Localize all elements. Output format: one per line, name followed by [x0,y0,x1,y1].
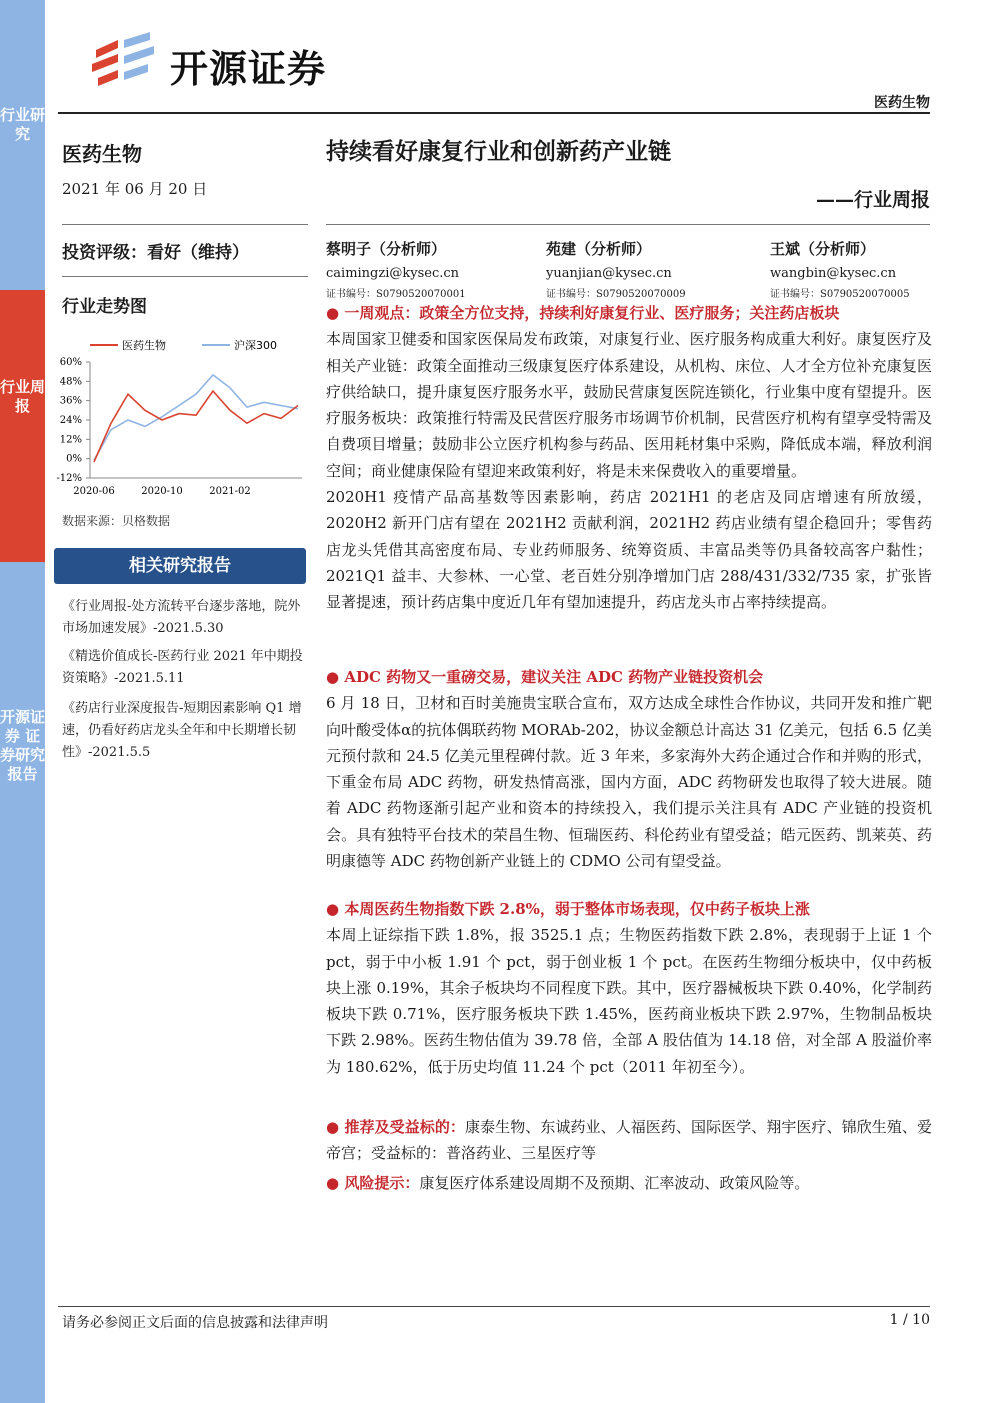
series-line-pharma [94,391,298,462]
analyst-cert: 证书编号：S0790520070005 [770,289,910,300]
y-tick-label: 24% [59,415,82,426]
section-adc [326,664,932,874]
bullet-icon: ● [326,304,345,322]
section-market [326,896,932,1080]
section-heading-text: 推荐及受益标的： [344,1118,465,1136]
legend-label: 沪深300 [234,339,277,352]
data-source: 数据来源：贝格数据 [62,514,171,528]
trend-chart-title: 行业走势图 [62,297,147,317]
analyst-name: 蔡明子（分析师） [326,240,447,258]
side-bar-bottom [0,562,45,1403]
y-tick-label: 48% [59,376,82,388]
recommendation-text: 康泰生物、东诚药业、人福医药、国际医学、翔宇医疗、锦欣生殖、爱帝宫；受益标的：普洛药业、三星医疗等 [326,1118,932,1163]
analyst-card [326,238,526,300]
related-report-link[interactable]: 《药店行业深度报告-短期因素影响 Q1 增速，仍看好药店龙头全年和中长期增长韧性》-2021.5.5 [62,701,302,760]
analyst-name: 苑建（分析师） [546,240,652,258]
analyst-card [770,238,970,300]
side-bar-middle [0,290,45,562]
x-tick-label: 2020-06 [73,486,115,497]
side-bar-top [0,0,45,290]
y-tick-label: -12% [56,473,82,484]
bullet-icon: ● [326,1174,345,1192]
paragraph: 6 月 18 日，卫材和百时美施贵宝联合宣布，双方达成全球性合作协议，共同开发和推广靶向叶酸受体α的抗体偶联药物 MORAb-202，协议金额总计高达 31 亿美元，包括 6.5 亿美元预付款和 24.5 亿美元里程碑付款。近 3 年来，多家海外大药企通过合作和并购的形式，下重金布局 ADC 药物，研发热情高涨，国内方面，ADC 药物研发也取得了较大进展。随着 ADC 药物逐渐引起产业和资本的持续投入，我们提示关注具有 ADC 产业链的投资机会。具有独特平台技术的荣昌生物、恒瑞医药、科伦药业有望受益；皓元医药、凯莱英、药明康德等 ADC 药物创新产业链上的 CDMO 公司有望受益。 [326,694,932,871]
side-label-brand-report: 开源证券 证券研究报告 [0,708,46,783]
section-heading [326,300,932,326]
side-label-weekly: 行业周报 [0,378,46,415]
left-divider [62,224,308,225]
analyst-card [546,238,746,300]
paragraph: 本周国家卫健委和国家医保局发布政策，对康复行业、医疗服务构成重大利好。康复医疗及相关产业链：政策全面推动三级康复医疗体系建设，从机构、床位、人才全方位补充康复医疗供给缺口，提升康复医疗服务水平，鼓励民营康复医院连锁化，行业集中度有望提升。医疗服务板块：政策推行特需及民营医疗服务市场调节价机制，民营医疗机构有望享受特需及自费项目增量；鼓励非公立医疗机构参与药品、医用耗材集中采购，降低成本端，释放利润空间；商业健康保险有望迎来政策利好，将是未来保费收入的重要增量。 [326,330,932,480]
legend-label: 医药生物 [122,339,166,352]
analyst-email[interactable]: yuanjian@kysec.cn [546,266,672,281]
paragraph: 本周上证综指下跌 1.8%，报 3525.1 点；生物医药指数下跌 2.8%，表现弱于上证 1 个 pct，弱于中小板 1.91 个 pct，弱于创业板 1 个 pct。在医药生物细分板块中，仅中药板块上涨 0.19%，其余子板块均不同程度下跌。其中，医疗器械板块下跌 0.40%，化学制药板块下跌 0.71%，医疗服务板块下跌 1.45%，医药商业板块下跌 2.97%，生物制品板块下跌 2.98%。医药生物估值为 39.78 倍，全部 A 股估值为 14.18 倍，对全部 A 股溢价率为 180.62%，低于历史均值 11.24 个 pct（2011 年初至今）。 [326,926,932,1076]
bullet-icon: ● [326,668,345,686]
y-tick-label: 60% [59,357,82,368]
x-tick-label: 2021-02 [209,486,251,497]
y-tick-label: 12% [59,434,82,446]
paragraph: 2020H1 疫情产品高基数等因素影响，药店 2021H1 的老店及同店增速有所放缓，2020H2 新开门店有望在 2021H2 贡献利润，2021H2 药店业绩有望企稳回升；零售药店龙头凭借其高密度布局、专业药师服务、统筹资质、丰富品类等仍具备较高客户黏性；2021Q1 益丰、大参林、一心堂、老百姓分别净增加门店 288/431/332/735 家，扩张皆显著提速，预计药店集中度近几年有望加速提升，药店龙头市占率持续提高。 [326,488,932,612]
report-title: 持续看好康复行业和创新药产业链 [326,138,671,165]
section-heading-text: 一周观点：政策全方位支持，持续利好康复行业、医疗服务；关注药店板块 [344,304,840,322]
investment-rating: 投资评级：看好（维持） [62,243,249,263]
y-tick-label: 36% [59,395,82,407]
analyst-name: 王斌（分析师） [770,240,876,258]
brand-logo-icon [88,30,158,90]
risk-text: 康复医疗体系建设周期不及预期、汇率波动、政策风险等。 [419,1174,810,1192]
analyst-email[interactable]: caimingzi@kysec.cn [326,266,460,281]
header-divider [58,112,930,114]
paragraph [326,1114,932,1167]
header-sector-tag: 医药生物 [874,95,930,111]
y-tick-label: 0% [66,453,82,465]
section-weekly-view [326,300,932,616]
related-report-link[interactable]: 《行业周报-处方流转平台逐步落地，院外市场加速发展》-2021.5.30 [62,599,301,636]
section-heading-text: ADC 药物又一重磅交易，建议关注 ADC 药物产业链投资机会 [344,668,764,686]
report-subtitle: ——行业周报 [815,189,930,211]
analyst-cert: 证书编号：S0790520070001 [326,289,466,300]
bullet-icon: ● [326,1118,345,1136]
paragraph [326,1170,932,1196]
section-heading [326,896,932,922]
left-divider [62,276,308,277]
analyst-cert: 证书编号：S0790520070009 [546,289,686,300]
analyst-email[interactable]: wangbin@kysec.cn [770,266,897,281]
related-report-link[interactable]: 《精选价值成长-医药行业 2021 年中期投资策略》-2021.5.11 [62,649,303,686]
section-heading-text: 本周医药生物指数下跌 2.8%，弱于整体市场表现，仅中药子板块上涨 [344,900,810,918]
footer-divider [58,1306,930,1307]
sector-name: 医药生物 [62,142,142,166]
footer-disclaimer: 请务必参阅正文后面的信息披露和法律声明 [62,1315,328,1331]
section-heading [326,664,932,690]
title-divider [326,224,930,225]
side-label-industry-research: 行业研究 [0,106,46,143]
section-recommendations [326,1114,932,1167]
brand-name: 开源证券 [170,47,327,91]
industry-trend-chart [52,330,308,505]
series-line-hs300 [94,375,298,460]
related-reports-header: 相关研究报告 [54,548,306,584]
section-heading-text: 风险提示： [344,1174,420,1192]
x-tick-label: 2020-10 [141,486,183,497]
section-risk [326,1170,932,1196]
page-number: 1 / 10 [889,1312,930,1328]
bullet-icon: ● [326,900,345,918]
report-date: 2021 年 06 月 20 日 [62,180,208,198]
